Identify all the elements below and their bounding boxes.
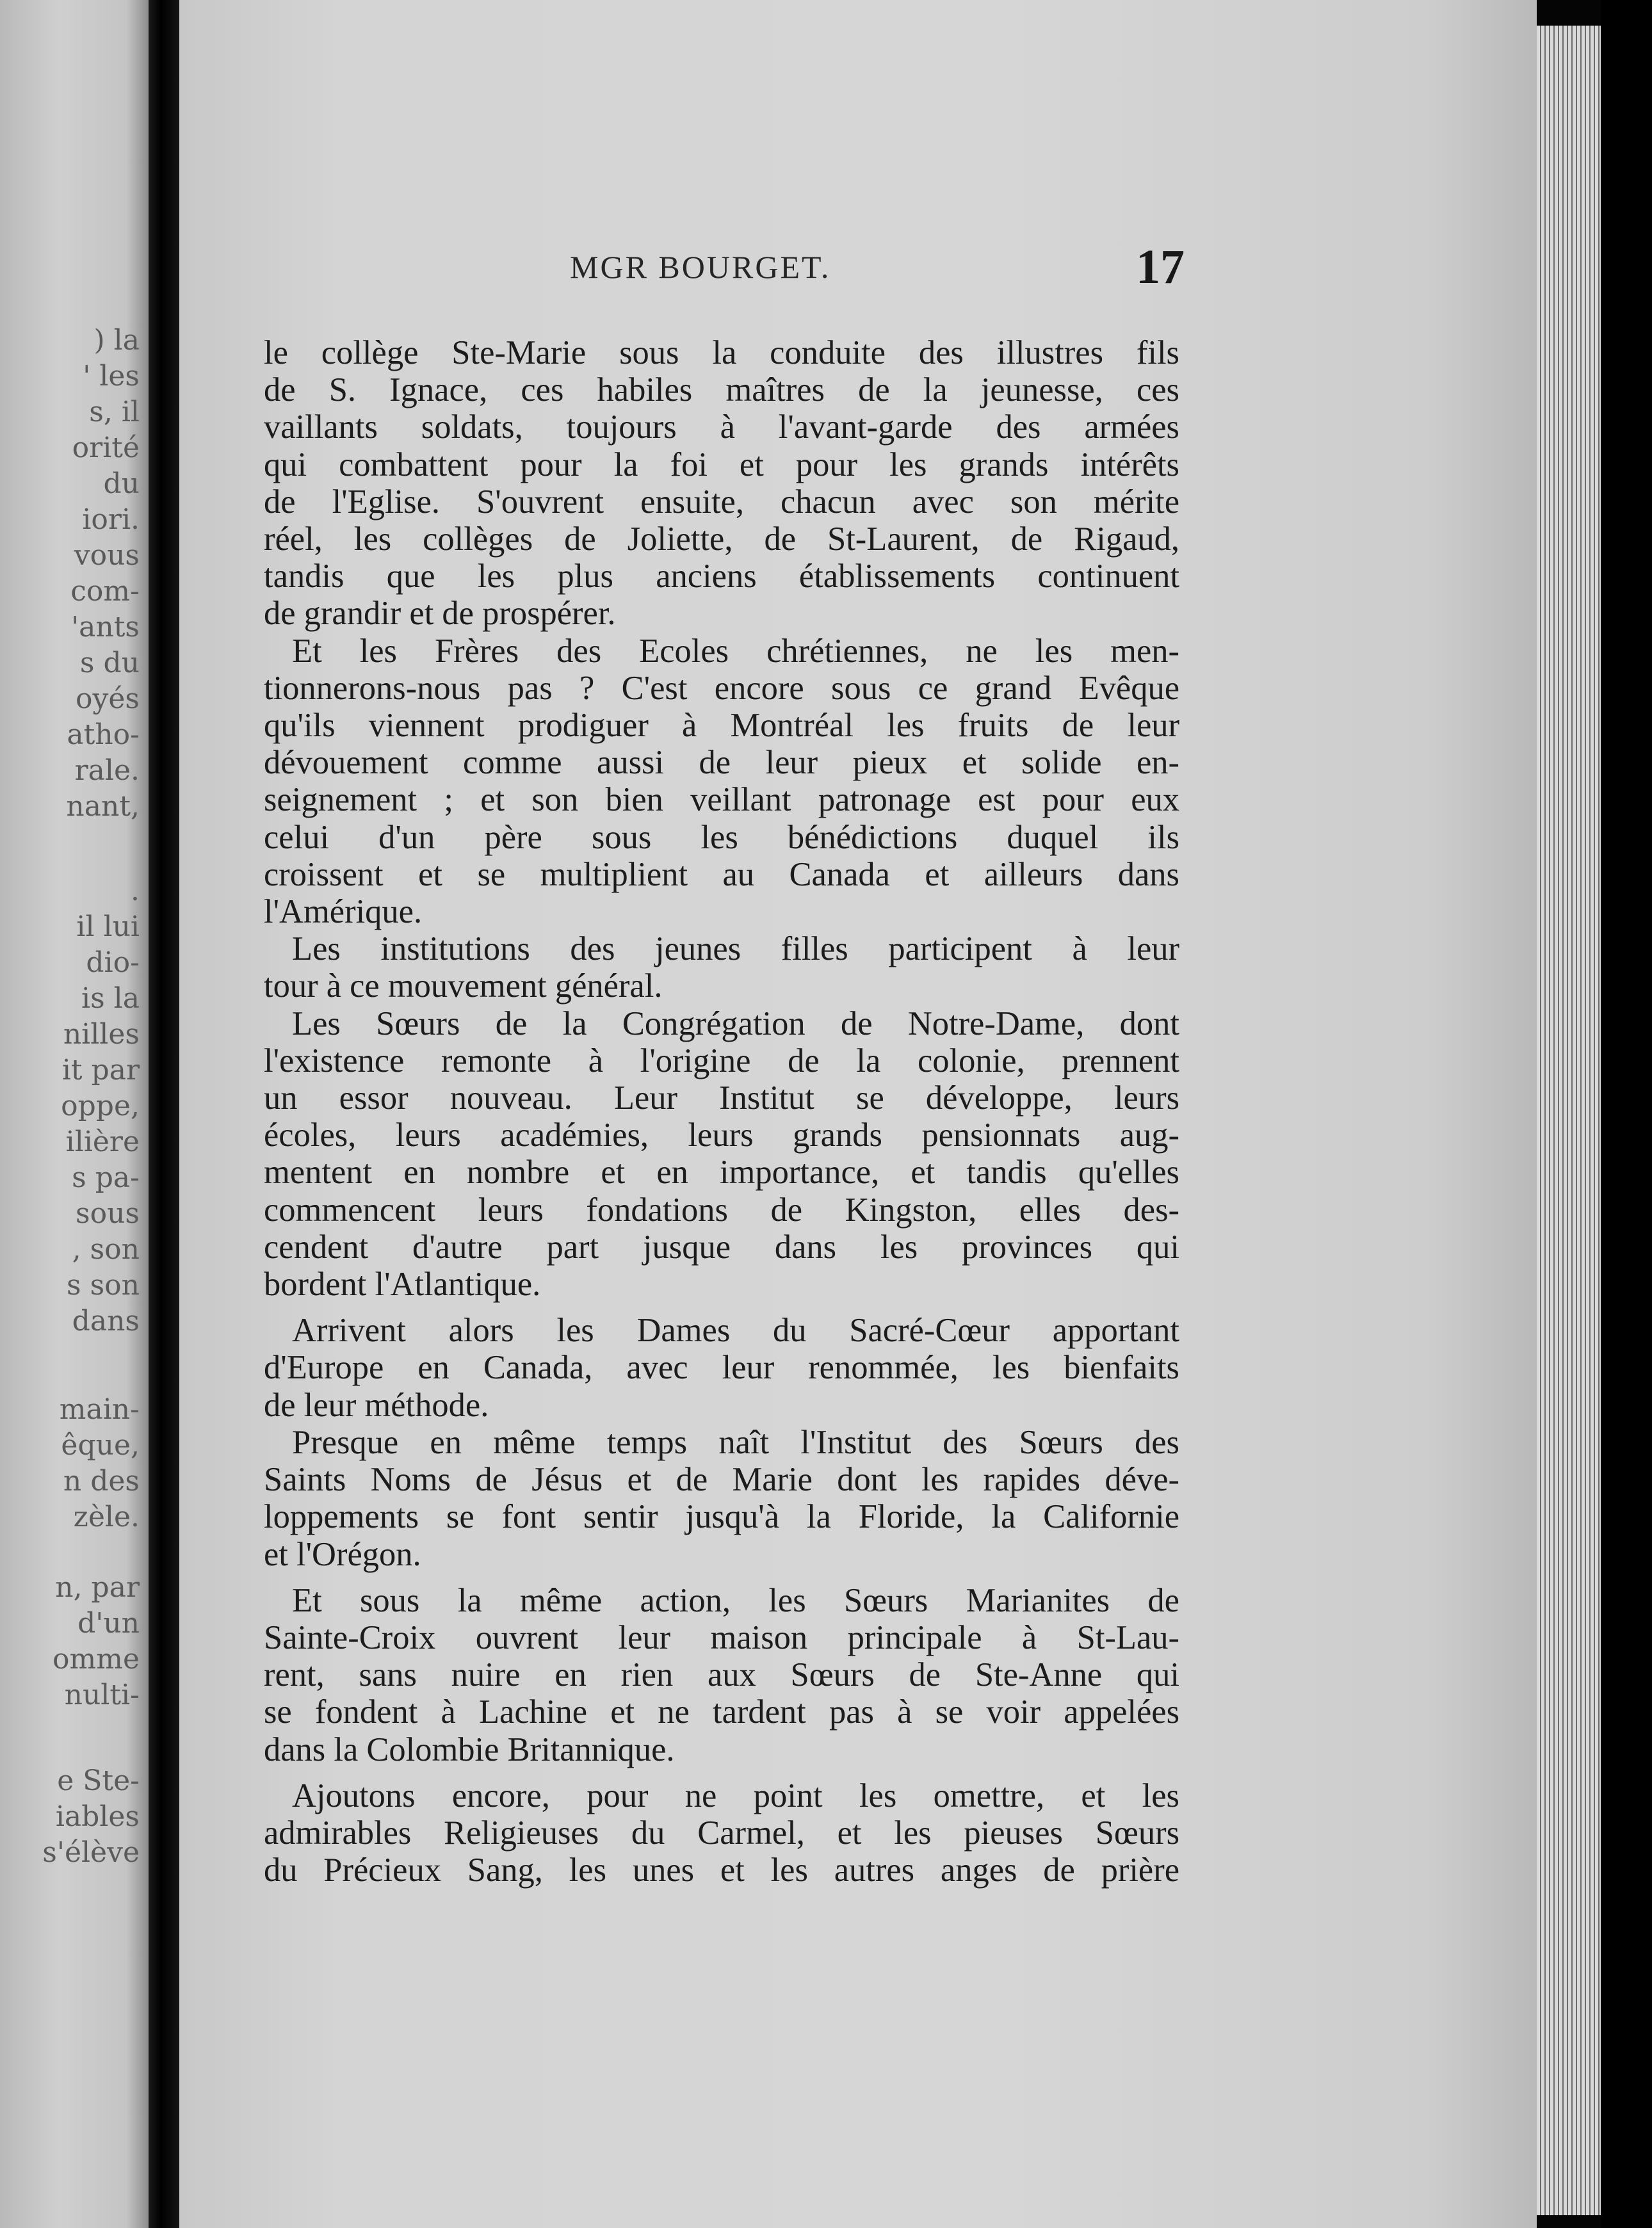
facing-page-text-fragment: atho- bbox=[67, 718, 140, 751]
text-line: écoles, leurs académies, leurs grands pensionnats aug- bbox=[264, 1117, 1179, 1154]
text-line: Saints Noms de Jésus et de Marie dont les rapides déve- bbox=[264, 1461, 1179, 1499]
text-line: de grandir et de prospérer. bbox=[264, 595, 616, 633]
text-line: Et sous la même action, les Sœurs Marianites de bbox=[292, 1581, 1179, 1619]
facing-page-text-fragment: d'un bbox=[77, 1607, 140, 1640]
text-line: un essor nouveau. Leur Institut se développe, leurs bbox=[264, 1079, 1179, 1117]
page-number: 17 bbox=[1136, 240, 1185, 294]
text-line: le collège Ste-Marie sous la conduite des illustres fils bbox=[264, 334, 1179, 371]
facing-page-text-fragment: , son bbox=[72, 1233, 140, 1266]
facing-page-text-fragment: omme bbox=[53, 1643, 140, 1675]
facing-page-text-fragment: main- bbox=[59, 1393, 140, 1426]
text-line: loppements se font sentir jusqu'à la Floride, la Californie bbox=[264, 1498, 1179, 1536]
text-line: bordent l'Atlantique. bbox=[264, 1266, 541, 1304]
text-line: celui d'un père sous les bénédictions duquel ils bbox=[264, 818, 1179, 856]
facing-page-text-fragment: vous bbox=[74, 539, 140, 572]
text-line: rent, sans nuire en rien aux Sœurs de Ste-Anne qui bbox=[264, 1656, 1179, 1694]
paragraph bbox=[264, 1312, 1179, 1424]
facing-page-text-fragment: n des bbox=[63, 1465, 140, 1497]
paragraph bbox=[264, 930, 1179, 1005]
facing-page-text-fragment: iables bbox=[55, 1800, 140, 1833]
text-line: l'Amérique. bbox=[264, 893, 423, 931]
text-line: de S. Ignace, ces habiles maîtres de la jeunesse, ces bbox=[264, 371, 1179, 409]
text-line: tionnerons-nous pas ? C'est encore sous ce grand Evêque bbox=[264, 669, 1179, 707]
text-line: croissent et se multiplient au Canada et ailleurs dans bbox=[264, 855, 1179, 893]
text-line: tandis que les plus anciens établissements continuent bbox=[264, 558, 1179, 595]
facing-page-text-fragment: e Ste- bbox=[57, 1764, 140, 1797]
paragraph bbox=[264, 1005, 1179, 1304]
facing-page-text-fragment: s, il bbox=[89, 396, 140, 428]
facing-page-text-fragment: nulti- bbox=[64, 1679, 140, 1711]
facing-page-text-fragment: s'élève bbox=[42, 1836, 140, 1869]
page-body bbox=[264, 334, 1179, 1889]
text-line: d'Europe en Canada, avec leur renommée, les bienfaits bbox=[264, 1349, 1179, 1387]
text-line: dans la Colombie Britannique. bbox=[264, 1731, 675, 1768]
text-line: de l'Eglise. S'ouvrent ensuite, chacun avec son mérite bbox=[264, 483, 1179, 521]
text-line: Ajoutons encore, pour ne point les omettre, et les bbox=[292, 1777, 1179, 1814]
facing-page-text-fragment: il lui bbox=[76, 910, 140, 943]
facing-page-text-fragment: sous bbox=[76, 1197, 140, 1230]
text-line: qu'ils viennent prodiguer à Montréal les fruits de leur bbox=[264, 707, 1179, 745]
text-line: Arrivent alors les Dames du Sacré-Cœur apportant bbox=[292, 1312, 1179, 1350]
text-line: Les Sœurs de la Congrégation de Notre-Dame, dont bbox=[292, 1005, 1179, 1042]
text-line: qui combattent pour la foi et pour les grands intérêts bbox=[264, 446, 1179, 483]
facing-page-text-fragment: is la bbox=[81, 982, 140, 1015]
facing-page-text-fragment: com- bbox=[70, 575, 140, 608]
facing-page-text-fragment: iori. bbox=[82, 503, 140, 536]
running-head: MGR BOURGET. bbox=[570, 249, 831, 285]
facing-page-text-fragment: s pa- bbox=[72, 1161, 140, 1194]
text-line: Et les Frères des Ecoles chrétiennes, ne les men- bbox=[292, 632, 1179, 670]
facing-page-fragment bbox=[0, 0, 149, 2228]
text-line: admirables Religieuses du Carmel, et les pieuses Sœurs bbox=[264, 1814, 1179, 1852]
facing-page-text-fragment: ' les bbox=[83, 360, 140, 392]
facing-page-text-fragment: zèle. bbox=[73, 1501, 140, 1533]
text-line: et l'Orégon. bbox=[264, 1535, 421, 1573]
text-line: Sainte-Croix ouvrent leur maison principale à St-Lau- bbox=[264, 1619, 1179, 1656]
page-edges bbox=[1537, 26, 1601, 2215]
facing-page-text-fragment: s du bbox=[79, 647, 140, 679]
facing-page-text-fragment: oyés bbox=[76, 682, 140, 715]
paragraph bbox=[264, 334, 1179, 633]
paragraph bbox=[264, 1777, 1179, 1889]
text-line: seignement ; et son bien veillant patronage est pour eux bbox=[264, 781, 1179, 819]
paragraph bbox=[264, 633, 1179, 931]
facing-page-text-fragment: ) la bbox=[93, 324, 140, 357]
text-line: l'existence remonte à l'origine de la colonie, prennent bbox=[264, 1042, 1179, 1079]
text-line: réel, les collèges de Joliette, de St-Laurent, de Rigaud, bbox=[264, 521, 1179, 558]
text-line: du Précieux Sang, les unes et les autres anges de prière bbox=[264, 1852, 1179, 1889]
facing-page-text-fragment: 'ants bbox=[71, 611, 140, 643]
facing-page-text-fragment: êque, bbox=[61, 1429, 140, 1462]
facing-page-text-fragment: n, par bbox=[55, 1571, 140, 1604]
paragraph bbox=[264, 1582, 1179, 1768]
text-line: commencent leurs fondations de Kingston, elles des- bbox=[264, 1191, 1179, 1229]
text-line: tour à ce mouvement général. bbox=[264, 967, 663, 1005]
text-line: vaillants soldats, toujours à l'avant-garde des armées bbox=[264, 408, 1179, 446]
facing-page-text-fragment: it par bbox=[61, 1054, 140, 1086]
text-line: de leur méthode. bbox=[264, 1386, 489, 1424]
facing-page-text-fragment: oppe, bbox=[61, 1090, 140, 1122]
facing-page-text-fragment: dio- bbox=[86, 946, 140, 979]
scan-border bbox=[1601, 0, 1652, 2228]
facing-page-text-fragment: dans bbox=[72, 1305, 140, 1337]
facing-page-text-fragment: nilles bbox=[63, 1018, 140, 1051]
text-line: se fondent à Lachine et ne tardent pas à se voir appelées bbox=[264, 1693, 1179, 1731]
paragraph bbox=[264, 1424, 1179, 1573]
text-line: Les institutions des jeunes filles participent à leur bbox=[292, 930, 1179, 968]
facing-page-text-fragment: rale. bbox=[74, 754, 140, 787]
facing-page-text-fragment: du bbox=[103, 467, 140, 500]
facing-page-text-fragment: ilière bbox=[65, 1126, 140, 1158]
text-line: Presque en même temps naît l'Institut des Sœurs des bbox=[292, 1423, 1179, 1461]
text-line: cendent d'autre part jusque dans les provinces qui bbox=[264, 1228, 1179, 1266]
facing-page-text-fragment: s son bbox=[67, 1269, 140, 1302]
facing-page-text-fragment: nant, bbox=[66, 790, 140, 823]
facing-page-text-fragment: orité bbox=[72, 432, 140, 464]
book-gutter bbox=[149, 0, 179, 2228]
facing-page-text-fragment: . bbox=[131, 875, 140, 907]
text-line: mentent en nombre et en importance, et tandis qu'elles bbox=[264, 1154, 1179, 1191]
text-line: dévouement comme aussi de leur pieux et solide en- bbox=[264, 744, 1179, 782]
